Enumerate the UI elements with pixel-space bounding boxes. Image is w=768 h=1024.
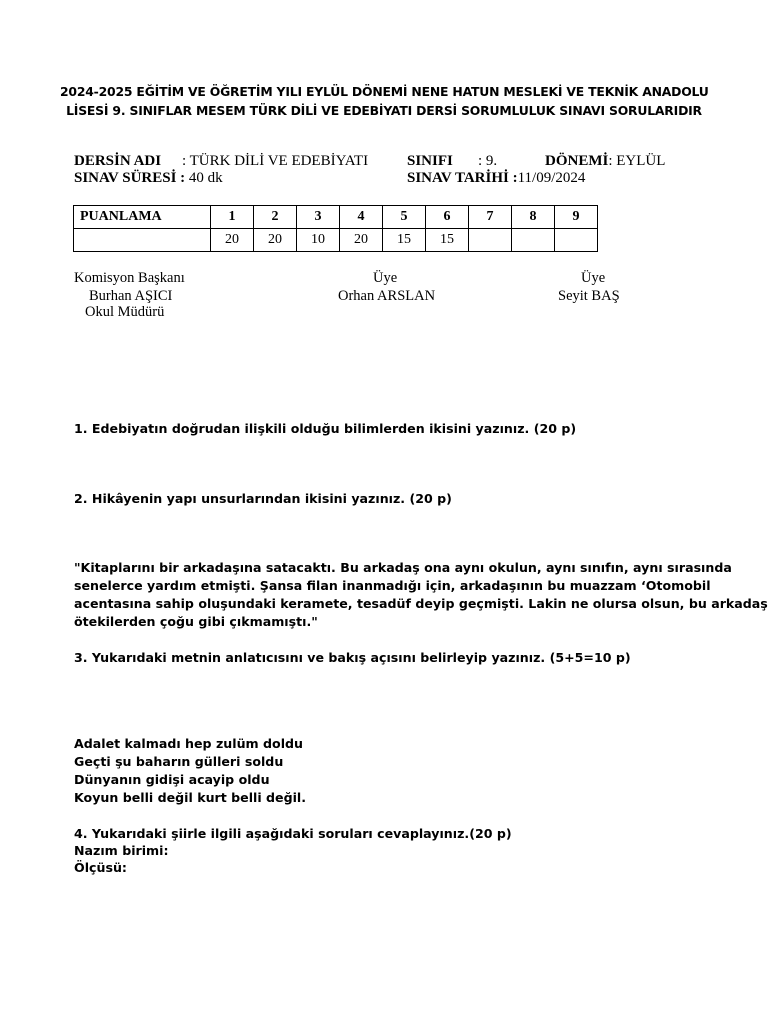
class-label: SINIFI [407,153,453,169]
commission-head-name: Burhan AŞICI [89,288,173,304]
poem-line: Geçti şu baharın gülleri soldu [74,754,284,769]
question-number: 2 [254,206,297,229]
question-4-meter: Ölçüsü: [74,860,127,875]
title-line-1: 2024-2025 EĞİTİM VE ÖĞRETİM YILI EYLÜL DÖNEMİ NENE HATUN MESLEKİ VE TEKNİK ANADOLU [60,84,709,99]
member2-name: Seyit BAŞ [558,288,620,304]
exam-title [60,82,708,120]
course-name-value: : TÜRK DİLİ VE EDEBİYATI [182,153,369,169]
poem-line: Adalet kalmadı hep zulüm doldu [74,736,304,751]
question-points: 10 [297,229,340,252]
question-2: 2. Hikâyenin yapı unsurlarından ikisini yazınız. (20 p) [74,491,452,506]
question-points: 20 [211,229,254,252]
question-number: 8 [512,206,555,229]
question-number: 7 [469,206,512,229]
passage-line: ötekilerden çoğu gibi çıkmamıştı." [74,614,318,629]
question-4: 4. Yukarıdaki şiirle ilgili aşağıdaki soruları cevaplayınız.(20 p) [74,826,512,841]
question-number: 1 [211,206,254,229]
scoring-label: PUANLAMA [74,206,211,229]
passage-line: acentasına sahip oluşundaki keramete, tesadüf deyip geçmişti. Lakin ne olursa olsun, bu arkadaş [74,596,768,611]
date-field: SINAV TARİHİ :11/09/2024 [407,170,586,186]
points-row-label [74,229,211,252]
question-1: 1. Edebiyatın doğrudan ilişkili olduğu bilimlerden ikisini yazınız. (20 p) [74,421,577,436]
question-points: 15 [383,229,426,252]
class-value: : 9. [478,153,498,169]
duration-field: SINAV SÜRESİ : 40 dk [74,170,223,186]
question-points: 15 [426,229,469,252]
scoring-points-row [74,229,598,252]
question-points [469,229,512,252]
question-number: 5 [383,206,426,229]
question-points [512,229,555,252]
member2-role: Üye [581,270,606,286]
question-3: 3. Yukarıdaki metnin anlatıcısını ve bakış açısını belirleyip yazınız. (5+5=10 p) [74,650,631,665]
commission-head-title: Okul Müdürü [85,304,165,320]
commission-head-role: Komisyon Başkanı [74,270,185,286]
member1-role: Üye [373,270,398,286]
question-4-verse-unit: Nazım birimi: [74,843,169,858]
scoring-header-row [74,206,598,229]
poem-line: Dünyanın gidişi acayip oldu [74,772,270,787]
question-points [555,229,598,252]
question-points: 20 [254,229,297,252]
title-line-2: LİSESİ 9. SINIFLAR MESEM TÜRK DİLİ VE EDEBİYATI DERSİ SORUMLULUK SINAVI SORULARIDIR [66,103,702,118]
scoring-table [73,205,598,252]
poem-line: Koyun belli değil kurt belli değil. [74,790,307,805]
question-number: 6 [426,206,469,229]
question-number: 3 [297,206,340,229]
question-number: 4 [340,206,383,229]
question-number: 9 [555,206,598,229]
course-name-label: DERSİN ADI [74,153,162,169]
passage-line: "Kitaplarını bir arkadaşına satacaktı. Bu arkadaş ona aynı okulun, aynı sınıfın, aynı sırasında [74,560,732,575]
term-field: DÖNEMİ: EYLÜL [545,153,666,169]
passage-line: senelerce yardım etmişti. Şansa filan inanmadığı için, arkadaşının bu muazzam ‘Otomobil [74,578,711,593]
question-points: 20 [340,229,383,252]
member1-name: Orhan ARSLAN [338,288,436,304]
